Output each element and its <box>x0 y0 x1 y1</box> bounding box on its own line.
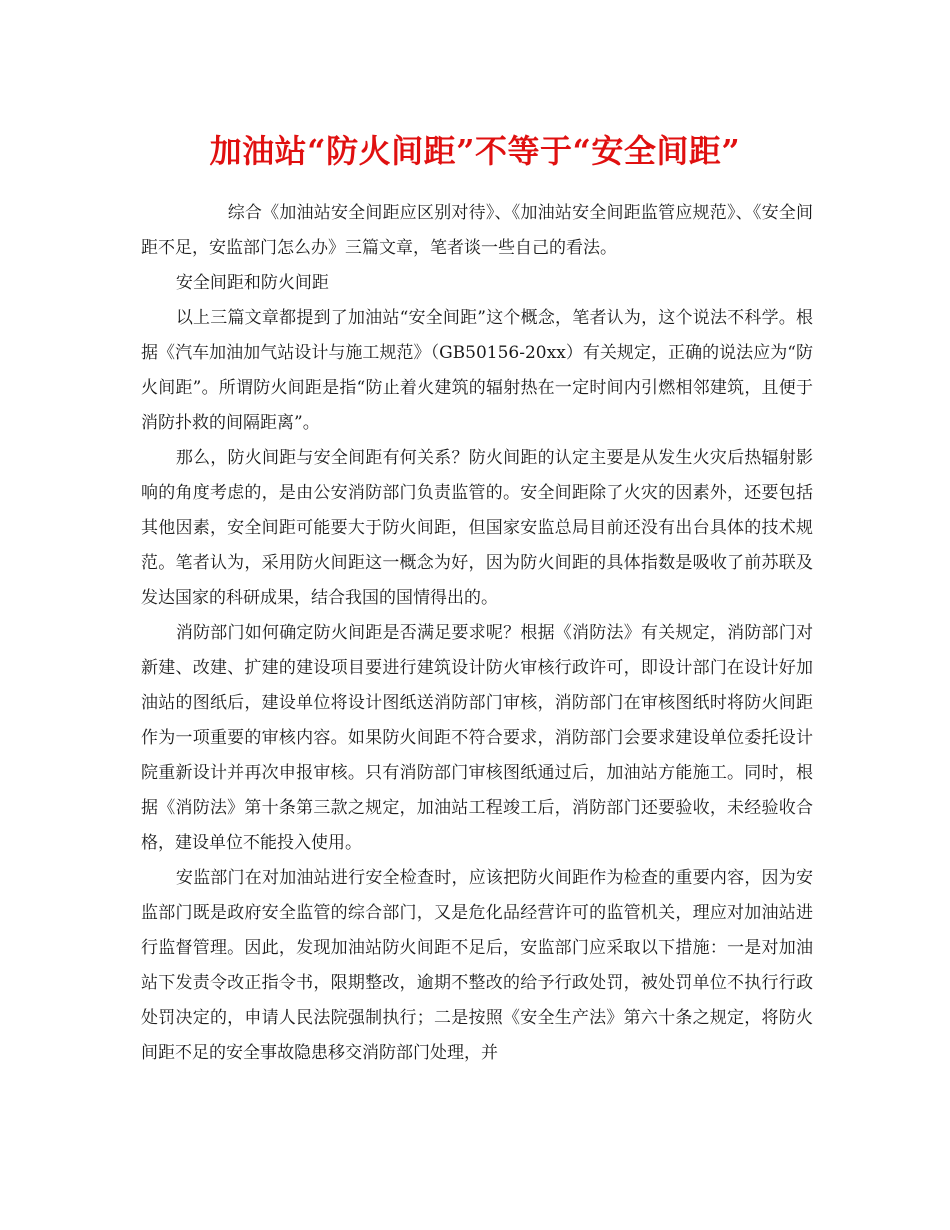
paragraph-definition: 以上三篇文章都提到了加油站“安全间距”这个概念，笔者认为，这个说法不科学。根据《汽车加油加气站设计与施工规范》（GB50156-20xx）有关规定，正确的说法应为“防火间距”。所谓防火间距是指“防止着火建筑的辐射热在一定时间内引燃相邻建筑，且便于消防扑救的间隔距离”。 <box>141 308 813 433</box>
paragraph-relationship: 那么，防火间距与安全间距有何关系？防火间距的认定主要是从发生火灾后热辐射影响的角度考虑的，是由公安消防部门负责监管的。安全间距除了火灾的因素外，还要包括其他因素，安全间距可能要大于防火间距，但国家安监总局目前还没有出台具体的技术规范。笔者认为，采用防火间距这一概念为好，因为防火间距的具体指数是吸收了前苏联及发达国家的科研成果，结合我国的国情得出的。 <box>141 448 813 608</box>
paragraph-intro: 综合《加油站安全间距应区别对待》、《加油站安全间距监管应规范》、《安全间距不足，安监部门怎么办》三篇文章，笔者谈一些自己的看法。 <box>141 203 813 258</box>
section-heading: 安全间距和防火间距 <box>175 273 329 293</box>
paragraph-fire-department: 消防部门如何确定防火间距是否满足要求呢？根据《消防法》有关规定，消防部门对新建、改建、扩建的建设项目要进行建筑设计防火审核行政许可，即设计部门在设计好加油站的图纸后，建设单位将设计图纸送消防部门审核，消防部门在审核图纸时将防火间距作为一项重要的审核内容。如果防火间距不符合要求，消防部门会要求建设单位委托设计院重新设计并再次申报审核。只有消防部门审核图纸通过后，加油站方能施工。同时，根据《消防法》第十条第三款之规定，加油站工程竣工后，消防部门还要验收，未经验收合格，建设单位不能投入使用。 <box>141 623 813 853</box>
paragraph-safety-supervision: 安监部门在对加油站进行安全检查时，应该把防火间距作为检查的重要内容，因为安监部门既是政府安全监管的综合部门，又是危化品经营许可的监管机关，理应对加油站进行监督管理。因此，发现加油站防火间距不足后，安监部门应采取以下措施：一是对加油站下发责令改正指令书，限期整改，逾期不整改的给予行政处罚，被处罚单位不执行行政处罚决定的，申请人民法院强制执行；二是按照《安全生产法》第六十条之规定，将防火间距不足的安全事故隐患移交消防部门处理，并 <box>141 868 813 1063</box>
document-title: 加油站“防火间距”不等于“安全间距” <box>209 132 741 170</box>
document-body <box>141 196 813 1071</box>
